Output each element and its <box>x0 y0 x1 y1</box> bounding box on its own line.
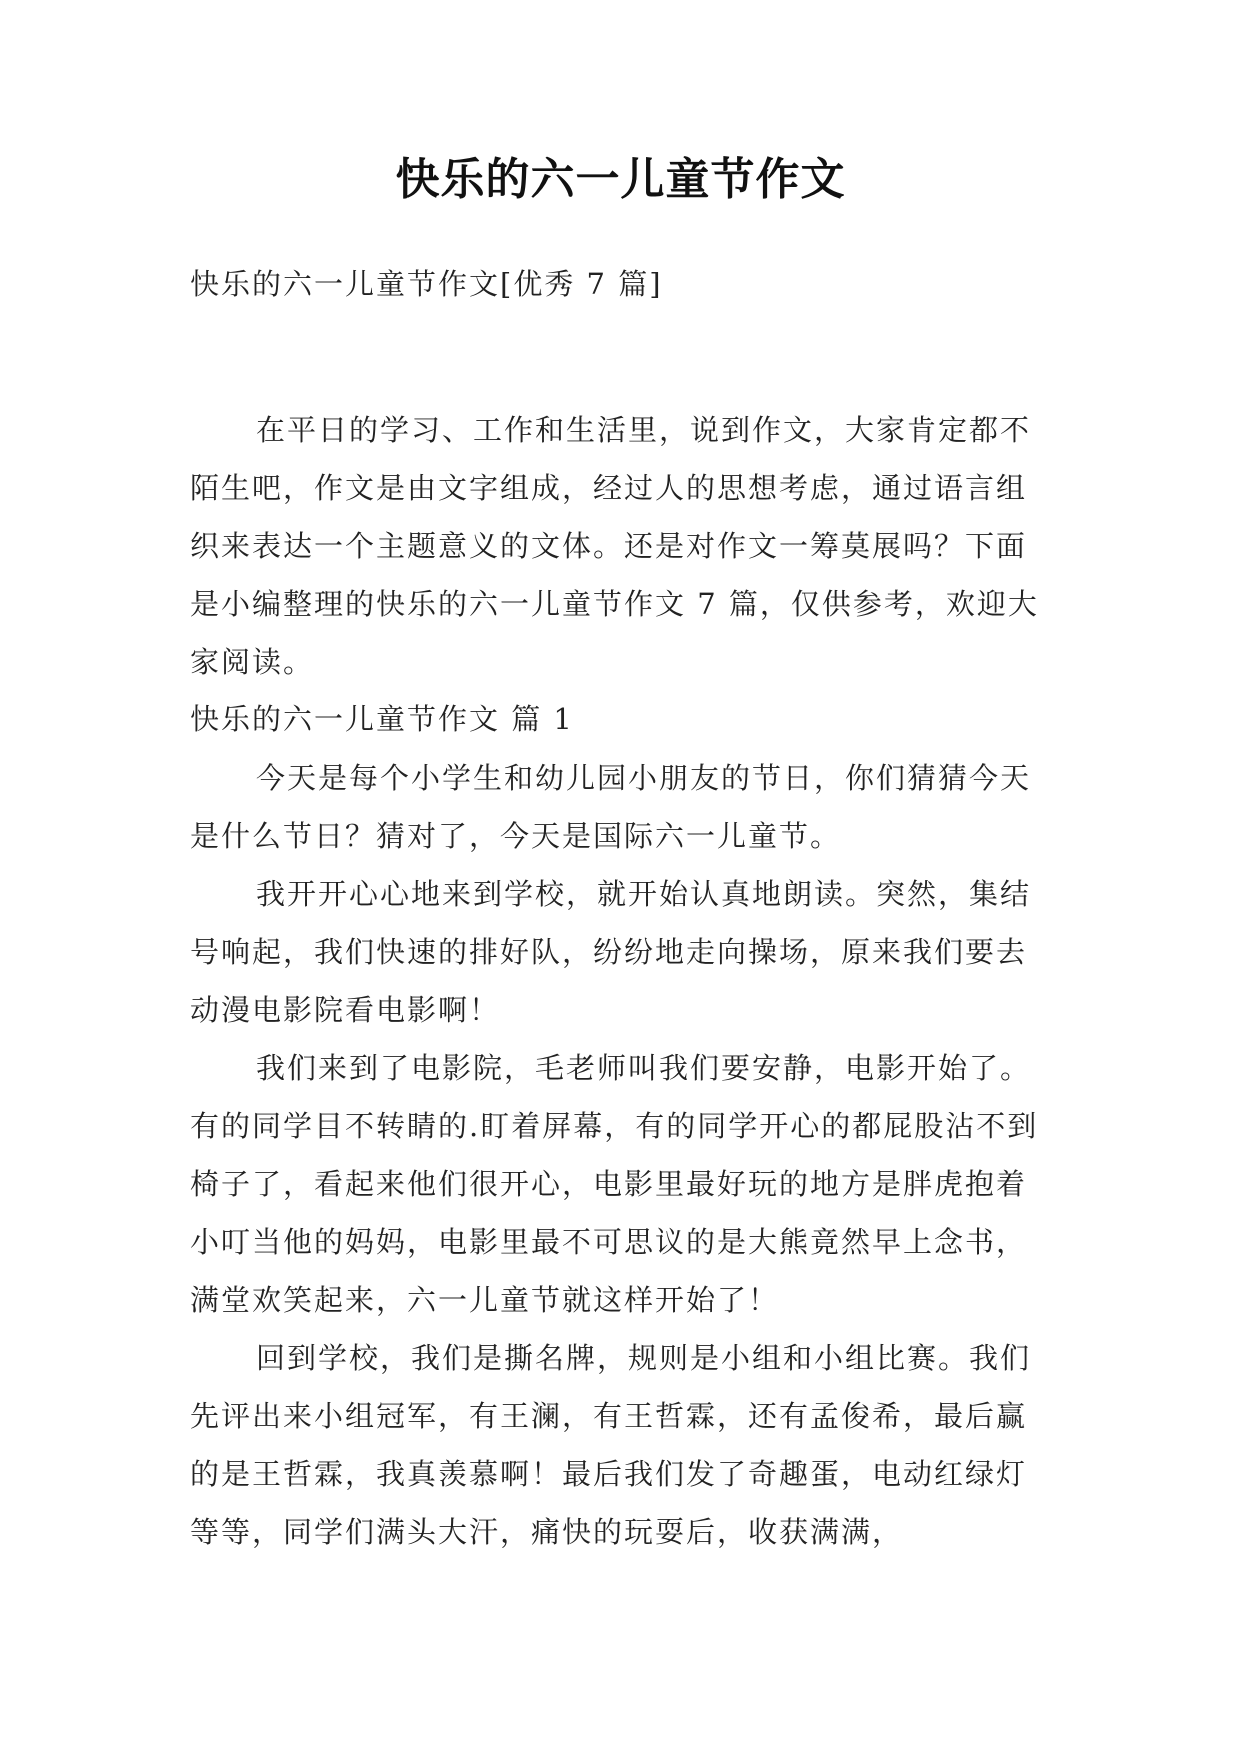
body-paragraph: 回到学校，我们是撕名牌，规则是小组和小组比赛。我们先评出来小组冠军，有王澜，有王哲霖，还有孟俊希，最后赢的是王哲霖，我真羡慕啊！最后我们发了奇趣蛋，电动红绿灯等等，同学们满头大汗，痛快的玩耍后，收获满满， <box>190 1341 1032 1549</box>
body-paragraph: 我开开心心地来到学校，就开始认真地朗读。突然，集结号响起，我们快速的排好队，纷纷地走向操场，原来我们要去动漫电影院看电影啊！ <box>190 877 1032 1027</box>
body-paragraph: 我们来到了电影院，毛老师叫我们要安静，电影开始了。有的同学目不转睛的.盯着屏幕，有的同学开心的都屁股沾不到椅子了，看起来他们很开心，电影里最好玩的地方是胖虎抱着小叮当他的妈妈，电影里最不可思议的是大熊竟然早上念书，满堂欢笑起来，六一儿童节就这样开始了！ <box>190 1051 1039 1317</box>
section-heading: 快乐的六一儿童节作文 篇 1 <box>190 702 574 736</box>
intro-paragraph: 在平日的学习、工作和生活里，说到作文，大家肯定都不陌生吧，作文是由文字组成，经过人的思想考虑，通过语言组织来表达一个主题意义的文体。还是对作文一筹莫展吗？下面是小编整理的快乐的六一儿童节作文 7 篇，仅供参考，欢迎大家阅读。 <box>190 413 1039 679</box>
body-paragraph: 今天是每个小学生和幼儿园小朋友的节日，你们猜猜今天是什么节日？猜对了，今天是国际六一儿童节。 <box>190 761 1032 853</box>
section-body <box>190 749 1050 1561</box>
document-title: 快乐的六一儿童节作文 <box>395 154 846 205</box>
document-subtitle: 快乐的六一儿童节作文[优秀 7 篇] <box>190 267 663 301</box>
